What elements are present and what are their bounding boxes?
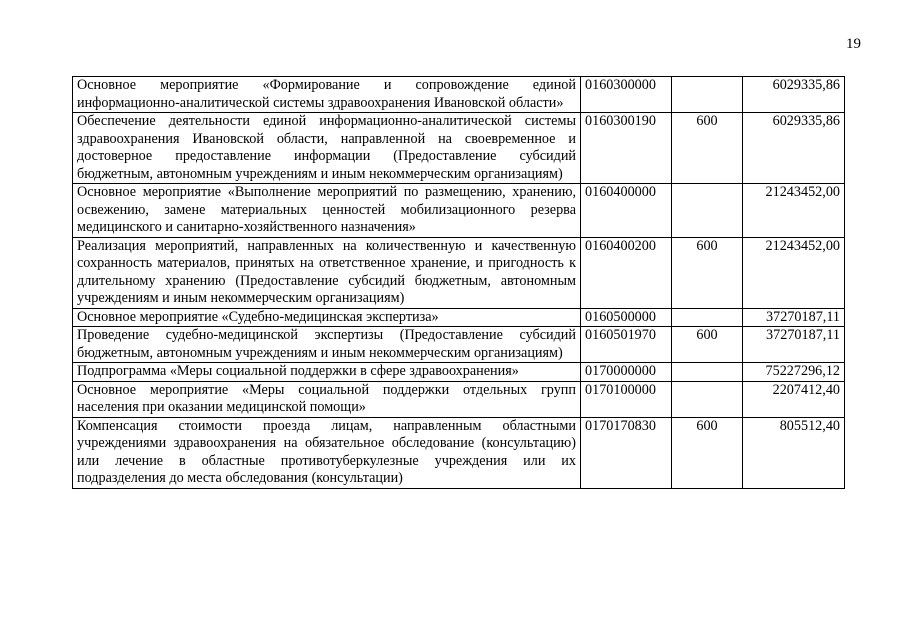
row-expense-type	[672, 308, 743, 327]
row-name: Обеспечение деятельности единой информационно-аналитической системы здравоохранения Ивановской области, направленной на своевременное и достоверное предоставление информации (Предоставление субсидий бюджетным, автономным учреждениям и иным некоммерческим организациям)	[73, 113, 581, 184]
row-sum: 6029335,86	[743, 113, 845, 184]
row-sum: 6029335,86	[743, 77, 845, 113]
row-sum: 37270187,11	[743, 327, 845, 363]
row-name: Реализация мероприятий, направленных на количественную и качественную сохранность материалов, принятых на ответственное хранение, и пригодность к длительному хранению (Предоставление субсидий бюджетным, автономным учреждениям и иным некоммерческим организациям)	[73, 237, 581, 308]
row-sum: 805512,40	[743, 417, 845, 488]
row-name: Компенсация стоимости проезда лицам, направленным областными учреждениями здравоохранения на обязательное обследование (консультацию) или лечение в областные противотуберкулезные учреждения или их подразделения до места обследования (консультации)	[73, 417, 581, 488]
table-row	[73, 237, 845, 308]
row-expense-type: 600	[672, 113, 743, 184]
table-row	[73, 381, 845, 417]
row-name: Подпрограмма «Меры социальной поддержки в сфере здравоохранения»	[73, 363, 581, 382]
budget-table	[72, 76, 845, 489]
row-code: 0170000000	[581, 363, 672, 382]
table-row	[73, 308, 845, 327]
row-code: 0160300190	[581, 113, 672, 184]
row-name: Основное мероприятие «Меры социальной поддержки отдельных групп населения при оказании медицинской помощи»	[73, 381, 581, 417]
row-code: 0160400000	[581, 184, 672, 238]
row-name: Основное мероприятие «Судебно-медицинская экспертиза»	[73, 308, 581, 327]
row-sum: 75227296,12	[743, 363, 845, 382]
table-row	[73, 113, 845, 184]
table-row	[73, 327, 845, 363]
row-sum: 21243452,00	[743, 237, 845, 308]
row-expense-type	[672, 363, 743, 382]
row-code: 0160400200	[581, 237, 672, 308]
row-code: 0170100000	[581, 381, 672, 417]
row-expense-type: 600	[672, 237, 743, 308]
row-name: Основное мероприятие «Формирование и сопровождение единой информационно-аналитической системы здравоохранения Ивановской области»	[73, 77, 581, 113]
row-expense-type: 600	[672, 327, 743, 363]
row-sum: 2207412,40	[743, 381, 845, 417]
row-code: 0160300000	[581, 77, 672, 113]
table-row	[73, 417, 845, 488]
row-code: 0160500000	[581, 308, 672, 327]
row-expense-type	[672, 381, 743, 417]
row-expense-type	[672, 184, 743, 238]
table-row	[73, 363, 845, 382]
row-code: 0170170830	[581, 417, 672, 488]
row-expense-type: 600	[672, 417, 743, 488]
row-name: Проведение судебно-медицинской экспертизы (Предоставление субсидий бюджетным, автономным учреждениям и иным некоммерческим организациям)	[73, 327, 581, 363]
table-row	[73, 77, 845, 113]
row-sum: 37270187,11	[743, 308, 845, 327]
row-name: Основное мероприятие «Выполнение мероприятий по размещению, хранению, освежению, замене материальных ценностей мобилизационного резерва медицинского и санитарно-хозяйственного назначения»	[73, 184, 581, 238]
row-sum: 21243452,00	[743, 184, 845, 238]
row-code: 0160501970	[581, 327, 672, 363]
page-number: 19	[846, 36, 861, 52]
table-row	[73, 184, 845, 238]
row-expense-type	[672, 77, 743, 113]
